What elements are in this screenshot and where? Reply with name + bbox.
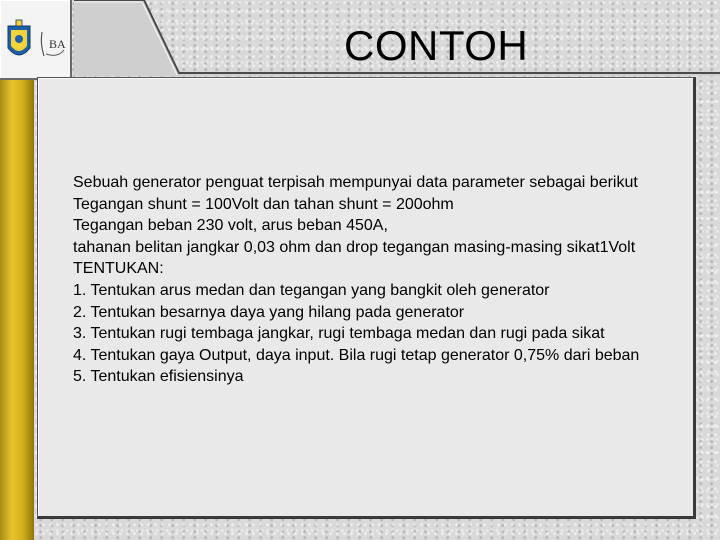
problem-text xyxy=(73,172,720,388)
logo-tile xyxy=(0,0,72,80)
text-line: 4. Tentukan gaya Output, daya input. Bila rugi tetap generator 0,75% dari beban xyxy=(73,346,640,364)
text-line: 2. Tentukan besarnya daya yang hilang pada generator xyxy=(73,303,465,321)
slide-title: CONTOH xyxy=(344,22,529,69)
text-line: Tegangan beban 230 volt, arus beban 450A, xyxy=(73,217,388,235)
text-line: Sebuah generator penguat terpisah mempunyai data parameter sebagai berikut xyxy=(73,174,638,191)
text-line: Tegangan shunt = 100Volt dan tahan shunt = 200ohm xyxy=(73,195,454,213)
text-line: 1. Tentukan arus medan dan tegangan yang bangkit oleh generator xyxy=(73,281,550,299)
ba-logo-icon xyxy=(38,28,66,60)
title-panel xyxy=(74,0,720,76)
text-line: 3. Tentukan rugi tembaga jangkar, rugi tembaga medan dan rugi pada sikat xyxy=(73,325,605,343)
text-line: 5. Tentukan efisiensinya xyxy=(73,368,244,386)
text-line: TENTUKAN: xyxy=(73,260,164,278)
ba-logo-text: BA xyxy=(49,37,66,51)
gold-sidebar-bar xyxy=(0,0,34,540)
text-line: tahanan belitan jangkar 0,03 ohm dan drop tegangan masing-masing sikat1Volt xyxy=(73,238,636,256)
institution-emblem-icon xyxy=(6,18,32,64)
